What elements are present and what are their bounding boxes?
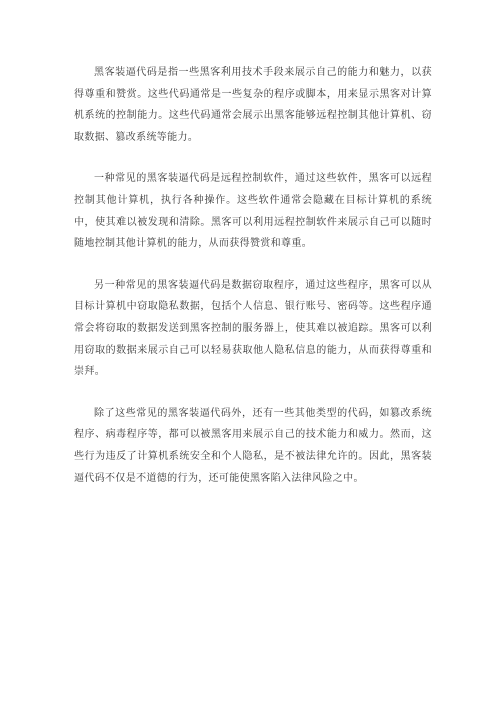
paragraph-1: 黑客装逼代码是指一些黑客利用技术手段来展示自己的能力和魅力，以获得尊重和赞赏。这些代码通常是一些复杂的程序或脚本，用来显示黑客对计算机系统的控制能力。这些代码通常会展示出黑客能够远程控制其他计算机、窃取数据、篡改系统等能力。 <box>74 67 432 143</box>
paragraph-3: 另一种常见的黑客装逼代码是数据窃取程序，通过这些程序，黑客可以从目标计算机中窃取隐私数据，包括个人信息、银行账号、密码等。这些程序通常会将窃取的数据发送到黑客控制的服务器上，使其难以被追踪。黑客可以利用窃取的数据来展示自己可以轻易获取他人隐私信息的能力，从而获得尊重和崇拜。 <box>74 279 432 378</box>
document-body <box>74 62 432 509</box>
paragraph-2: 一种常见的黑客装逼代码是远程控制软件，通过这些软件，黑客可以远程控制其他计算机，执行各种操作。这些软件通常会隐藏在目标计算机的系统中，使其难以被发现和清除。黑客可以利用远程控制软件来展示自己可以随时随地控制其他计算机的能力，从而获得赞赏和尊重。 <box>74 173 432 250</box>
paragraph-4: 除了这些常见的黑客装逼代码外，还有一些其他类型的代码，如篡改系统程序、病毒程序等，都可以被黑客用来展示自己的技术能力和威力。然而，这些行为违反了计算机系统安全和个人隐私，是不被法律允许的。因此，黑客装逼代码不仅是不道德的行为，还可能使黑客陷入法律风险之中。 <box>74 407 432 484</box>
